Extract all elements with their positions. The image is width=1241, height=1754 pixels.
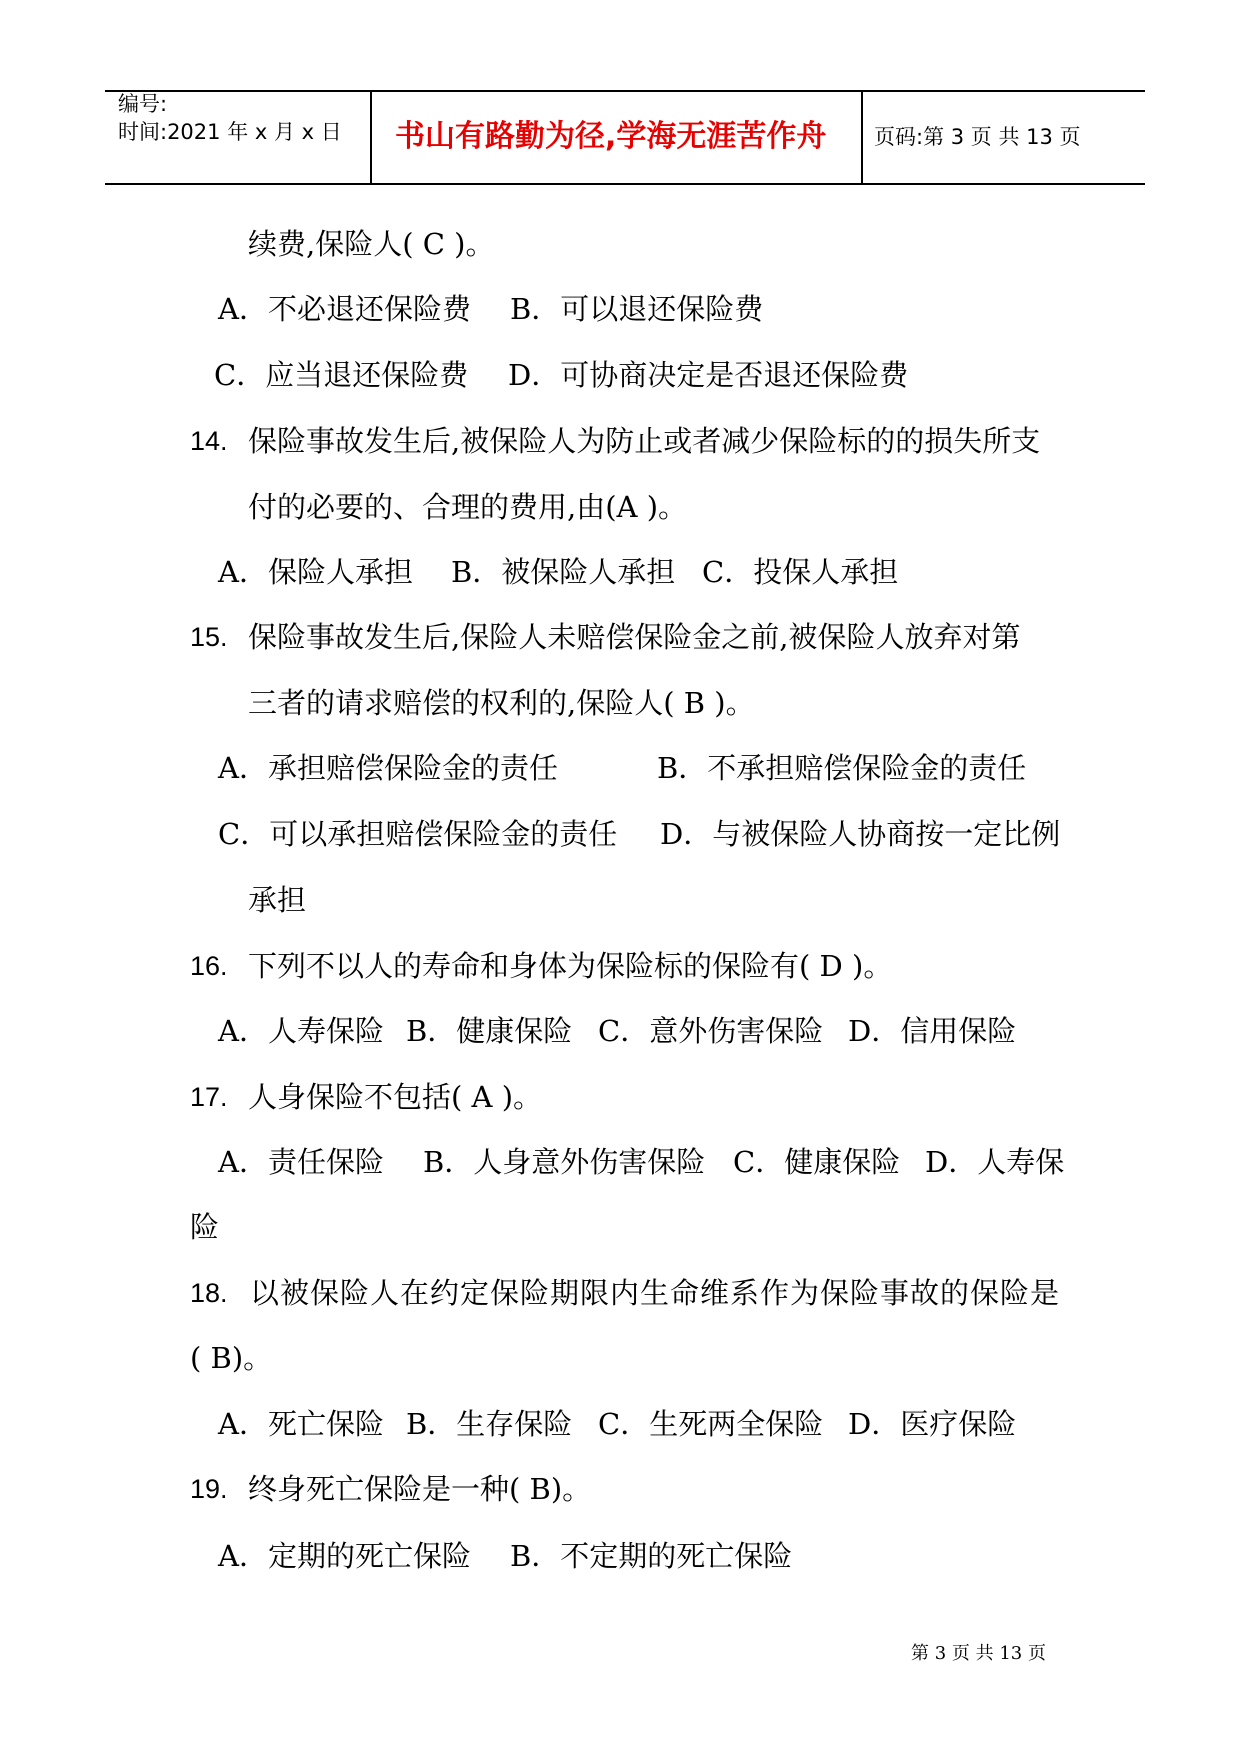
header-divider-right [861,90,863,184]
option: A．人寿保险 [218,1014,384,1048]
option: B．不定期的死亡保险 [510,1539,793,1573]
option: C．意外伤害保险 [598,1014,824,1048]
question-stem: 付的必要的、合理的费用,由(A )。 [248,490,688,524]
option: A．不必退还保险费 [218,292,471,326]
option: B．被保险人承担 [451,555,676,589]
question-stem: 以被保险人在约定保险期限内生命维系作为保险事故的保险是 [250,1276,1061,1310]
option: C．可以承担赔偿保险金的责任 [218,817,618,851]
question-number: 14. [190,426,228,456]
question-number: 17. [190,1082,228,1112]
option: B．不承担赔偿保险金的责任 [657,751,1027,785]
option: A．承担赔偿保险金的责任 [218,751,558,785]
header-divider-left [370,90,372,184]
header-number-label: 编号: [118,92,168,116]
option: C．投保人承担 [702,555,899,589]
option: A．死亡保险 [218,1407,384,1441]
header-page-label: 页码:第 3 页 共 13 页 [874,125,1081,149]
header-motto: 书山有路勤为径,学海无涯苦作舟 [395,119,827,154]
option: D．人寿保 [925,1145,1065,1179]
option: A．定期的死亡保险 [218,1539,471,1573]
question-stem: 保险事故发生后,保险人未赔偿保险金之前,被保险人放弃对第 [248,620,1021,654]
option: C．生死两全保险 [598,1407,824,1441]
question-stem: 下列不以人的寿命和身体为保险标的保险有( D )。 [248,949,893,983]
option: C．应当退还保险费 [214,358,469,392]
option: B．可以退还保险费 [510,292,764,326]
question-number: 19. [190,1474,228,1504]
option: D．与被保险人协商按一定比例 [660,817,1061,851]
question-stem: 保险事故发生后,被保险人为防止或者减少保险标的的损失所支 [248,424,1041,458]
option: A．责任保险 [218,1145,384,1179]
option: B．人身意外伤害保险 [423,1145,706,1179]
footer-page-label: 第 3 页 共 13 页 [911,1643,1046,1664]
question-number: 18. [190,1278,228,1308]
option-continuation: 承担 [248,883,307,917]
option: A．保险人承担 [218,555,413,589]
question-number: 15. [190,622,228,652]
question-number: 16. [190,951,228,981]
question-stem: ( B)。 [190,1341,273,1375]
option: B．健康保险 [406,1014,573,1048]
option: D．可协商决定是否退还保险费 [508,358,909,392]
question-stem: 终身死亡保险是一种( B)。 [248,1472,592,1506]
option-continuation: 险 [190,1210,220,1244]
option: D．信用保险 [848,1014,1017,1048]
header-bottom-rule [105,183,1145,185]
option: B．生存保险 [406,1407,573,1441]
option: D．医疗保险 [848,1407,1017,1441]
header-top-rule [105,90,1145,92]
question-stem: 三者的请求赔偿的权利的,保险人( B )。 [248,686,755,720]
header-time-label: 时间:2021 年 x 月 x 日 [118,120,342,144]
question-stem: 续费,保险人( C )。 [248,227,495,261]
question-stem: 人身保险不包括( A )。 [248,1080,543,1114]
option: C．健康保险 [733,1145,901,1179]
